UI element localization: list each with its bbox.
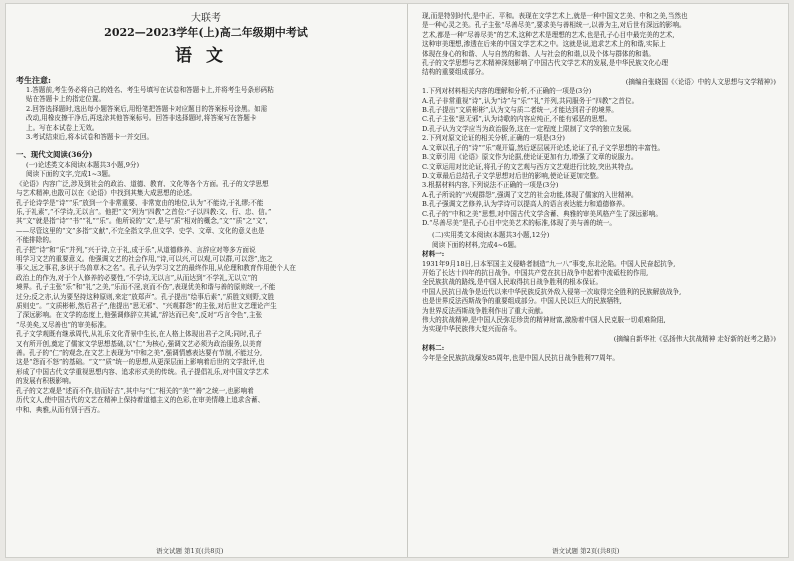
- passage-line: 其“文”就是指“诗”“书”“礼”“乐”。他所说的“文”,是与“质”相对的概念,“文”“质”之“文”,: [16, 217, 268, 226]
- passage-source: (摘编自张晓国《〈论语〉中的人文思想与文学精神》): [625, 77, 776, 86]
- passage-line: 艺术,都是一种“尽善尽美”的艺术,这种艺术是理想的艺术,也是孔子心目中最完美的艺术,: [422, 30, 675, 39]
- question-line: D.文章最后总结孔子文学思想对后世的影响,使论证更加完整。: [422, 171, 603, 180]
- question-line: C.文章运用对比论证,将孔子的文艺观与西方文艺观进行比较,突出其特点。: [422, 162, 638, 171]
- passage-line: 这种审美理想,渗透在后来的中国文学艺术之中。这就是说,追求艺术上的和谐,实际上: [422, 40, 666, 49]
- section-heading: 一、现代文阅读(36分): [16, 150, 93, 160]
- question-line: A.孔子所说的“兴观群怨”,强调了文艺的社会功能,体现了儒家的入世精神。: [422, 190, 638, 199]
- passage-line: “尽美矣,又尽善也”的审美标准。: [16, 320, 111, 329]
- passage-line: 孔子的文艺观是“述而不作,信而好古”,其中与“仁”相关的“美”“善”之统一,也影响着: [16, 386, 254, 395]
- material-one-source: (摘编自新华社《弘扬伟大抗战精神 走好新的赶考之路》): [613, 334, 776, 343]
- notice-line: 1.答题前,考生务必将自己的姓名、考生号填写在试卷和答题卡上,并将考生号条形码粘: [26, 86, 274, 94]
- notice-list: [16, 86, 396, 142]
- question-line: B.孔子强调文艺修养,认为学诗可以提高人的语言表达能力和道德修养。: [422, 200, 629, 209]
- passage-line: 现,而是特别时代,是中正、平和。表现在文学艺术上,就是一种中国文艺美、中和之美,当然也: [422, 12, 688, 20]
- passage-line: 善。孔子的“仁”的观念,在文艺上表现为“中和之美”,强调情感表达要有节制,不能过分,: [16, 349, 263, 358]
- page-divider: [407, 4, 408, 557]
- material-line: 开始了长达十四年的抗日战争。中国共产党在抗日战争中起着中流砥柱的作用,: [422, 268, 649, 277]
- material-line: 中国人民抗日战争是近代以来中华民族反抗外敌入侵第一次取得完全胜利的民族解放战争,: [422, 287, 682, 296]
- passage-line: 孔子文学观既有继承周代,从礼乐文化背景中生长,在人格上体现出君子之风;同时,孔子: [16, 330, 262, 339]
- question-line: 1.下列对材料相关内容的理解和分析,不正确的一项是(3分): [422, 87, 592, 96]
- question-line: 2.下列对原文论证的相关分析,正确的一项是(3分): [422, 134, 566, 143]
- material-line: 为实现中华民族伟大复兴而奋斗。: [422, 325, 521, 334]
- exam-page-1: [6, 4, 404, 557]
- material-line: 今年是全民族抗战爆发85周年,也是中国人民抗日战争胜利77周年。: [422, 353, 619, 362]
- question-line: B.孔子提出“文质彬彬”,认为文与质二者统一,才能达到君子的境界。: [422, 106, 618, 115]
- passage-line: 历代文人,使中国古代的文艺在精神上保持着道德主义的色彩,在审美情趣上追求含蓄、: [16, 396, 265, 405]
- passage-line: 与艺术精神,也散可以在《论语》中找到其集大成思想的论述。: [16, 189, 197, 198]
- passage-line: 形成了中国古代文学重视思想内容、追求形式美的传统。孔子提倡礼乐,对中国文学艺术: [16, 367, 269, 376]
- subsection-heading-2: (二)实用类文本阅读(本题共3小题,12分): [432, 231, 550, 240]
- material-line: 为世界反法西斯战争胜利作出了重大贡献。: [422, 306, 548, 315]
- passage-line: 不能排除的。: [16, 236, 56, 245]
- passage-line: 了深远影响。在文学的态度上,他强调修辞立其诚,“辞达而已矣”,反对“巧言令色”,主张: [16, 311, 263, 320]
- material-two-text: [422, 354, 776, 363]
- notice-line: 2.回答选择题时,选出每小题答案后,用铅笔把答题卡对应题目的答案标号涂黑。如需: [26, 104, 268, 113]
- passage-line: 又有所开创,奠定了儒家文学思想基础,以“仁”为核心,强调文艺必须为政治服务,以美育: [16, 339, 262, 348]
- passage-line: 境界。孔子主张“乐”和“礼”之美,“乐而不淫,哀而不伤”,表现优美和谐与善的原则统一,不能: [16, 283, 276, 292]
- question-list: [422, 87, 776, 228]
- passage-line: 体现在身心的和谐、人与自然的和谐、人与社会的和谐,以及个体与群体的和谐。: [422, 49, 655, 58]
- exam-page-2: [412, 4, 784, 557]
- question-line: A.文章以孔子的“诗”“乐”观开篇,然后逐层展开论述,论证了孔子文学思想的丰富性。: [422, 143, 665, 152]
- question-line: C.孔子的“中和之美”思想,对中国古代文学含蓄、典雅的审美风格产生了深远影响。: [422, 209, 662, 218]
- question-line: C.孔子主张“思无邪”,认为诗歌的内容应纯正,不能有邪恶的思想。: [422, 115, 612, 124]
- passage-line: 结构的重要组成部分。: [422, 68, 488, 77]
- notice-line: 贴在答题卡上的指定位置。: [26, 95, 106, 104]
- passage-line: 质则史”。“文质彬彬,然后君子”,他提出“思无邪”、“兴观群怨”的主张,对后世文艺理论产生: [16, 302, 277, 311]
- material-line: 也是世界反法西斯战争的重要组成部分。中国人民以巨大的民族牺牲,: [422, 297, 622, 306]
- page-footer-2: 语文试题 第2页(共8页): [552, 547, 620, 555]
- material-one-title: 材料一:: [422, 250, 445, 259]
- material-line: 1931年9月18日,日本军国主义侵略者制造“九一八”事变,东北沦陷。中国人民奋起抗争,: [422, 259, 676, 268]
- exam-sheet: [6, 4, 788, 557]
- exam-title: 2022—2023学年(上)高二年级期中考试: [104, 26, 308, 39]
- passage-line: 孔子的文学思想与艺术精神深刻影响了中国古代文学艺术的发展,是中华民族文化心理: [422, 59, 669, 68]
- subject-title: 语文: [175, 46, 237, 66]
- passage-line: 事父,远之事君,多识于鸟兽草木之名”。孔子认为学习文艺的最终作用,从伦理和教育作用使个人在: [16, 264, 297, 273]
- material-line: 伟大的抗战精神,是中国人民弥足珍贵的精神财富,激励着中国人民克服一切艰难险阻,: [422, 316, 666, 324]
- notice-line: 3.考试结束后,将本试卷和答题卡一并交回。: [26, 133, 154, 142]
- notice-line: 上。写在本试卷上无效。: [26, 123, 99, 132]
- passage-line: 孔子论诗学是“诗”“乐”放到一个非常重要、非常宽由的地位,认为“不能诗,于礼缪;不能: [16, 198, 264, 207]
- passage-line: 《论语》内容广泛,涉及到社会的政治、道德、教育、文化等各个方面。孔子的文学思想: [16, 179, 269, 188]
- material-two-title: 材料二:: [422, 344, 445, 353]
- passage-line: 的发展有积极影响。: [16, 377, 76, 386]
- passage-line: 乐,于礼素”,“不学诗,无以言”。他把“文”列为“四教”之首位:“子以四教:文、行、忠、信。”: [16, 207, 272, 216]
- question-line: B.文章引用《论语》原文作为论据,使论证更加有力,增强了文章的说服力。: [422, 153, 638, 162]
- instruction-2: 阅读下面的材料,完成4~6题。: [432, 240, 521, 249]
- passage-line: ——尽管这里的“文”多指“文献”,不完全指文学,但文学、史学、文章、文化的意义也是: [16, 226, 265, 235]
- subsection-heading: (一)论述类文本阅读(本题共3小题,9分): [26, 160, 140, 169]
- brand: 大联考: [191, 13, 221, 24]
- material-one-text: [422, 260, 776, 335]
- passage-line: 是一种心灵之美。孔子主张“尽善尽美”,要求美与善相统一,以善为主,对后世有深远的影响。: [422, 21, 686, 30]
- passage-line: 孔子把“诗”和“乐”并列,“兴于诗,立于礼,成于乐”,从道德修养、言辞应对等多方面说: [16, 245, 256, 254]
- passage-continued: [422, 12, 776, 78]
- question-line: 3.根据材料内容,下列说法不正确的一项是(3分): [422, 181, 559, 190]
- passage-line: 过分;反之亦,认为要坚持这种原则,来定“放郑声”。孔子提出“绘事后素”,“质胜文则野,文胜: [16, 292, 275, 301]
- page-footer: 语文试题 第1页(共8页): [156, 547, 224, 555]
- question-line: A.孔子非常重视“诗”,认为“诗”与“乐”“礼”并列,共同服务于“四教”之首位。: [422, 96, 639, 105]
- passage-line: 中和、典雅,从而有别于西方。: [16, 405, 104, 414]
- question-line: D.孔子认为文学应当为政治服务,这在一定程度上限制了文学的独立发展。: [422, 124, 636, 133]
- passage-text: [16, 180, 396, 415]
- notice-line: 改动,用橡皮擦干净后,再选涂其他答案标号。回答非选择题时,将答案写在答题卡: [26, 114, 257, 123]
- passage-line: 这是“怨而不怒”的基础。“文”“质”统一的思想,从更深层面上影响着后世的文学批评,也: [16, 358, 265, 367]
- notice-title: 考生注意:: [16, 75, 51, 85]
- passage-line: 明学习文艺的重要意义。他强调文艺的社会作用,“诗,可以兴,可以观,可以群,可以怨”,迩之: [16, 255, 273, 263]
- question-line: D.“尽善尽美”是孔子心目中完美艺术的标准,体现了美与善的统一。: [422, 218, 617, 227]
- instruction: 阅读下面的文字,完成1~3题。: [26, 170, 115, 179]
- passage-line: 政治上的作为,对于个人修养的必要性,“不学诗,无以言”,从而达到“不学礼,无以立”的: [16, 273, 258, 282]
- material-line: 全民族抗战的路线,是中国人民取得抗日战争胜利的根本保证。: [422, 278, 603, 287]
